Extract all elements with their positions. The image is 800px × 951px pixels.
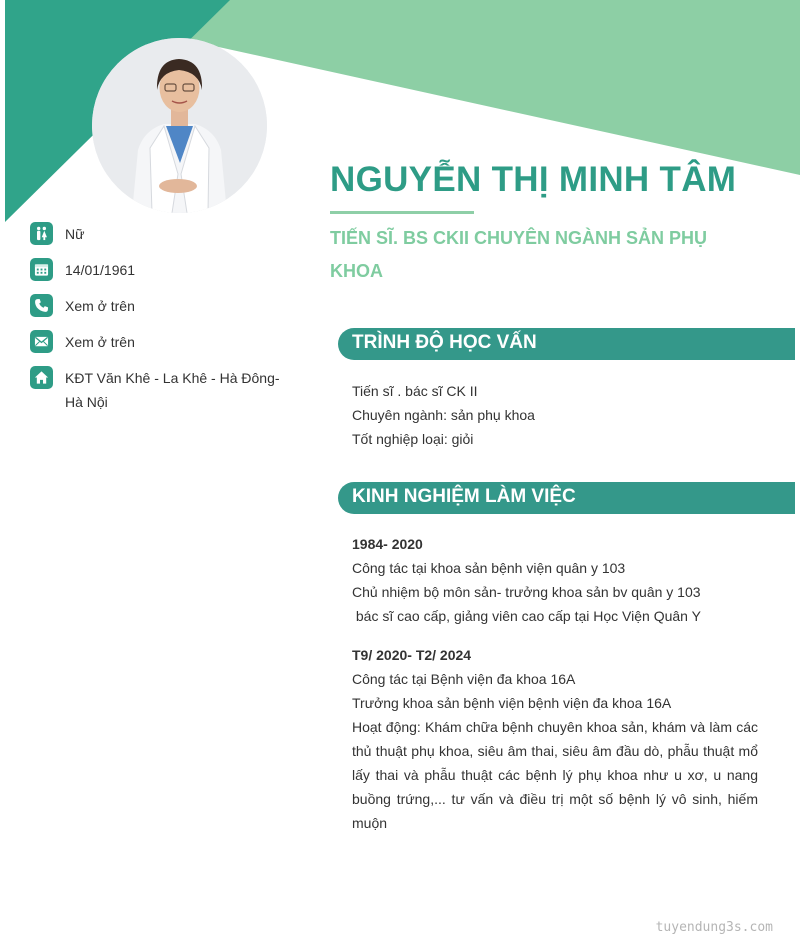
education-heading: TRÌNH ĐỘ HỌC VẤN [352, 332, 537, 353]
education-content [352, 379, 758, 451]
experience-period: 1984- 2020 [352, 536, 423, 552]
experience-heading: KINH NGHIỆM LÀM VIỆC [352, 486, 576, 507]
contact-item-address [30, 366, 300, 414]
contact-item-phone [30, 294, 300, 318]
experience-line: Công tác tại khoa sản bệnh viện quân y 103 [352, 560, 626, 576]
experience-period: T9/ 2020- T2/ 2024 [352, 647, 472, 663]
experience-description: Hoạt động: Khám chữa bệnh chuyên khoa sản, khám và làm các thủ thuật phụ khoa, siêu âm thai, siêu âm đầu dò, phẫu thuật mổ lấy thai và phẫu thuật các bệnh lý phụ khoa như u xơ, u nang buồng trứng,... tư vấn và điều trị một số bệnh lý vô sinh, hiếm muộn [352, 719, 758, 831]
email-icon [30, 330, 53, 353]
contact-item-email [30, 330, 300, 354]
experience-content [352, 532, 758, 835]
experience-line: Trưởng khoa sản bệnh viện bệnh viện đa khoa 16A [352, 695, 672, 711]
name-underline [330, 211, 474, 214]
profile-photo [92, 38, 267, 213]
contact-item-birthday [30, 258, 300, 282]
education-line: Tiến sĩ . bác sĩ CK II [352, 383, 478, 399]
calendar-icon [30, 258, 53, 281]
experience-header [338, 482, 795, 514]
contact-list [30, 222, 300, 426]
education-line: Chuyên ngành: sản phụ khoa [352, 407, 535, 423]
contact-phone: Xem ở trên [65, 298, 135, 314]
contact-address: KĐT Văn Khê - La Khê - Hà Đông- Hà Nội [65, 370, 280, 410]
education-line: Tốt nghiệp loại: giỏi [352, 431, 474, 447]
watermark: tuyendung3s.com [655, 920, 773, 935]
contact-item-gender [30, 222, 300, 246]
candidate-name: NGUYỄN THỊ MINH TÂM [330, 160, 737, 199]
contact-birthday: 14/01/1961 [65, 262, 136, 278]
experience-line: Chủ nhiệm bộ môn sản- trưởng khoa sản bv quân y 103 [352, 584, 701, 600]
home-icon [30, 366, 53, 389]
phone-icon [30, 294, 53, 317]
experience-line: Công tác tại Bệnh viện đa khoa 16A [352, 671, 576, 687]
experience-line: bác sĩ cao cấp, giảng viên cao cấp tại Học Viện Quân Y [352, 608, 701, 624]
contact-email: Xem ở trên [65, 334, 135, 350]
candidate-title: TIẾN SĨ. BS CKII CHUYÊN NGÀNH SẢN PHỤ KHOA [330, 228, 708, 281]
contact-gender: Nữ [65, 226, 85, 242]
gender-icon [30, 222, 53, 245]
education-header [338, 328, 795, 360]
